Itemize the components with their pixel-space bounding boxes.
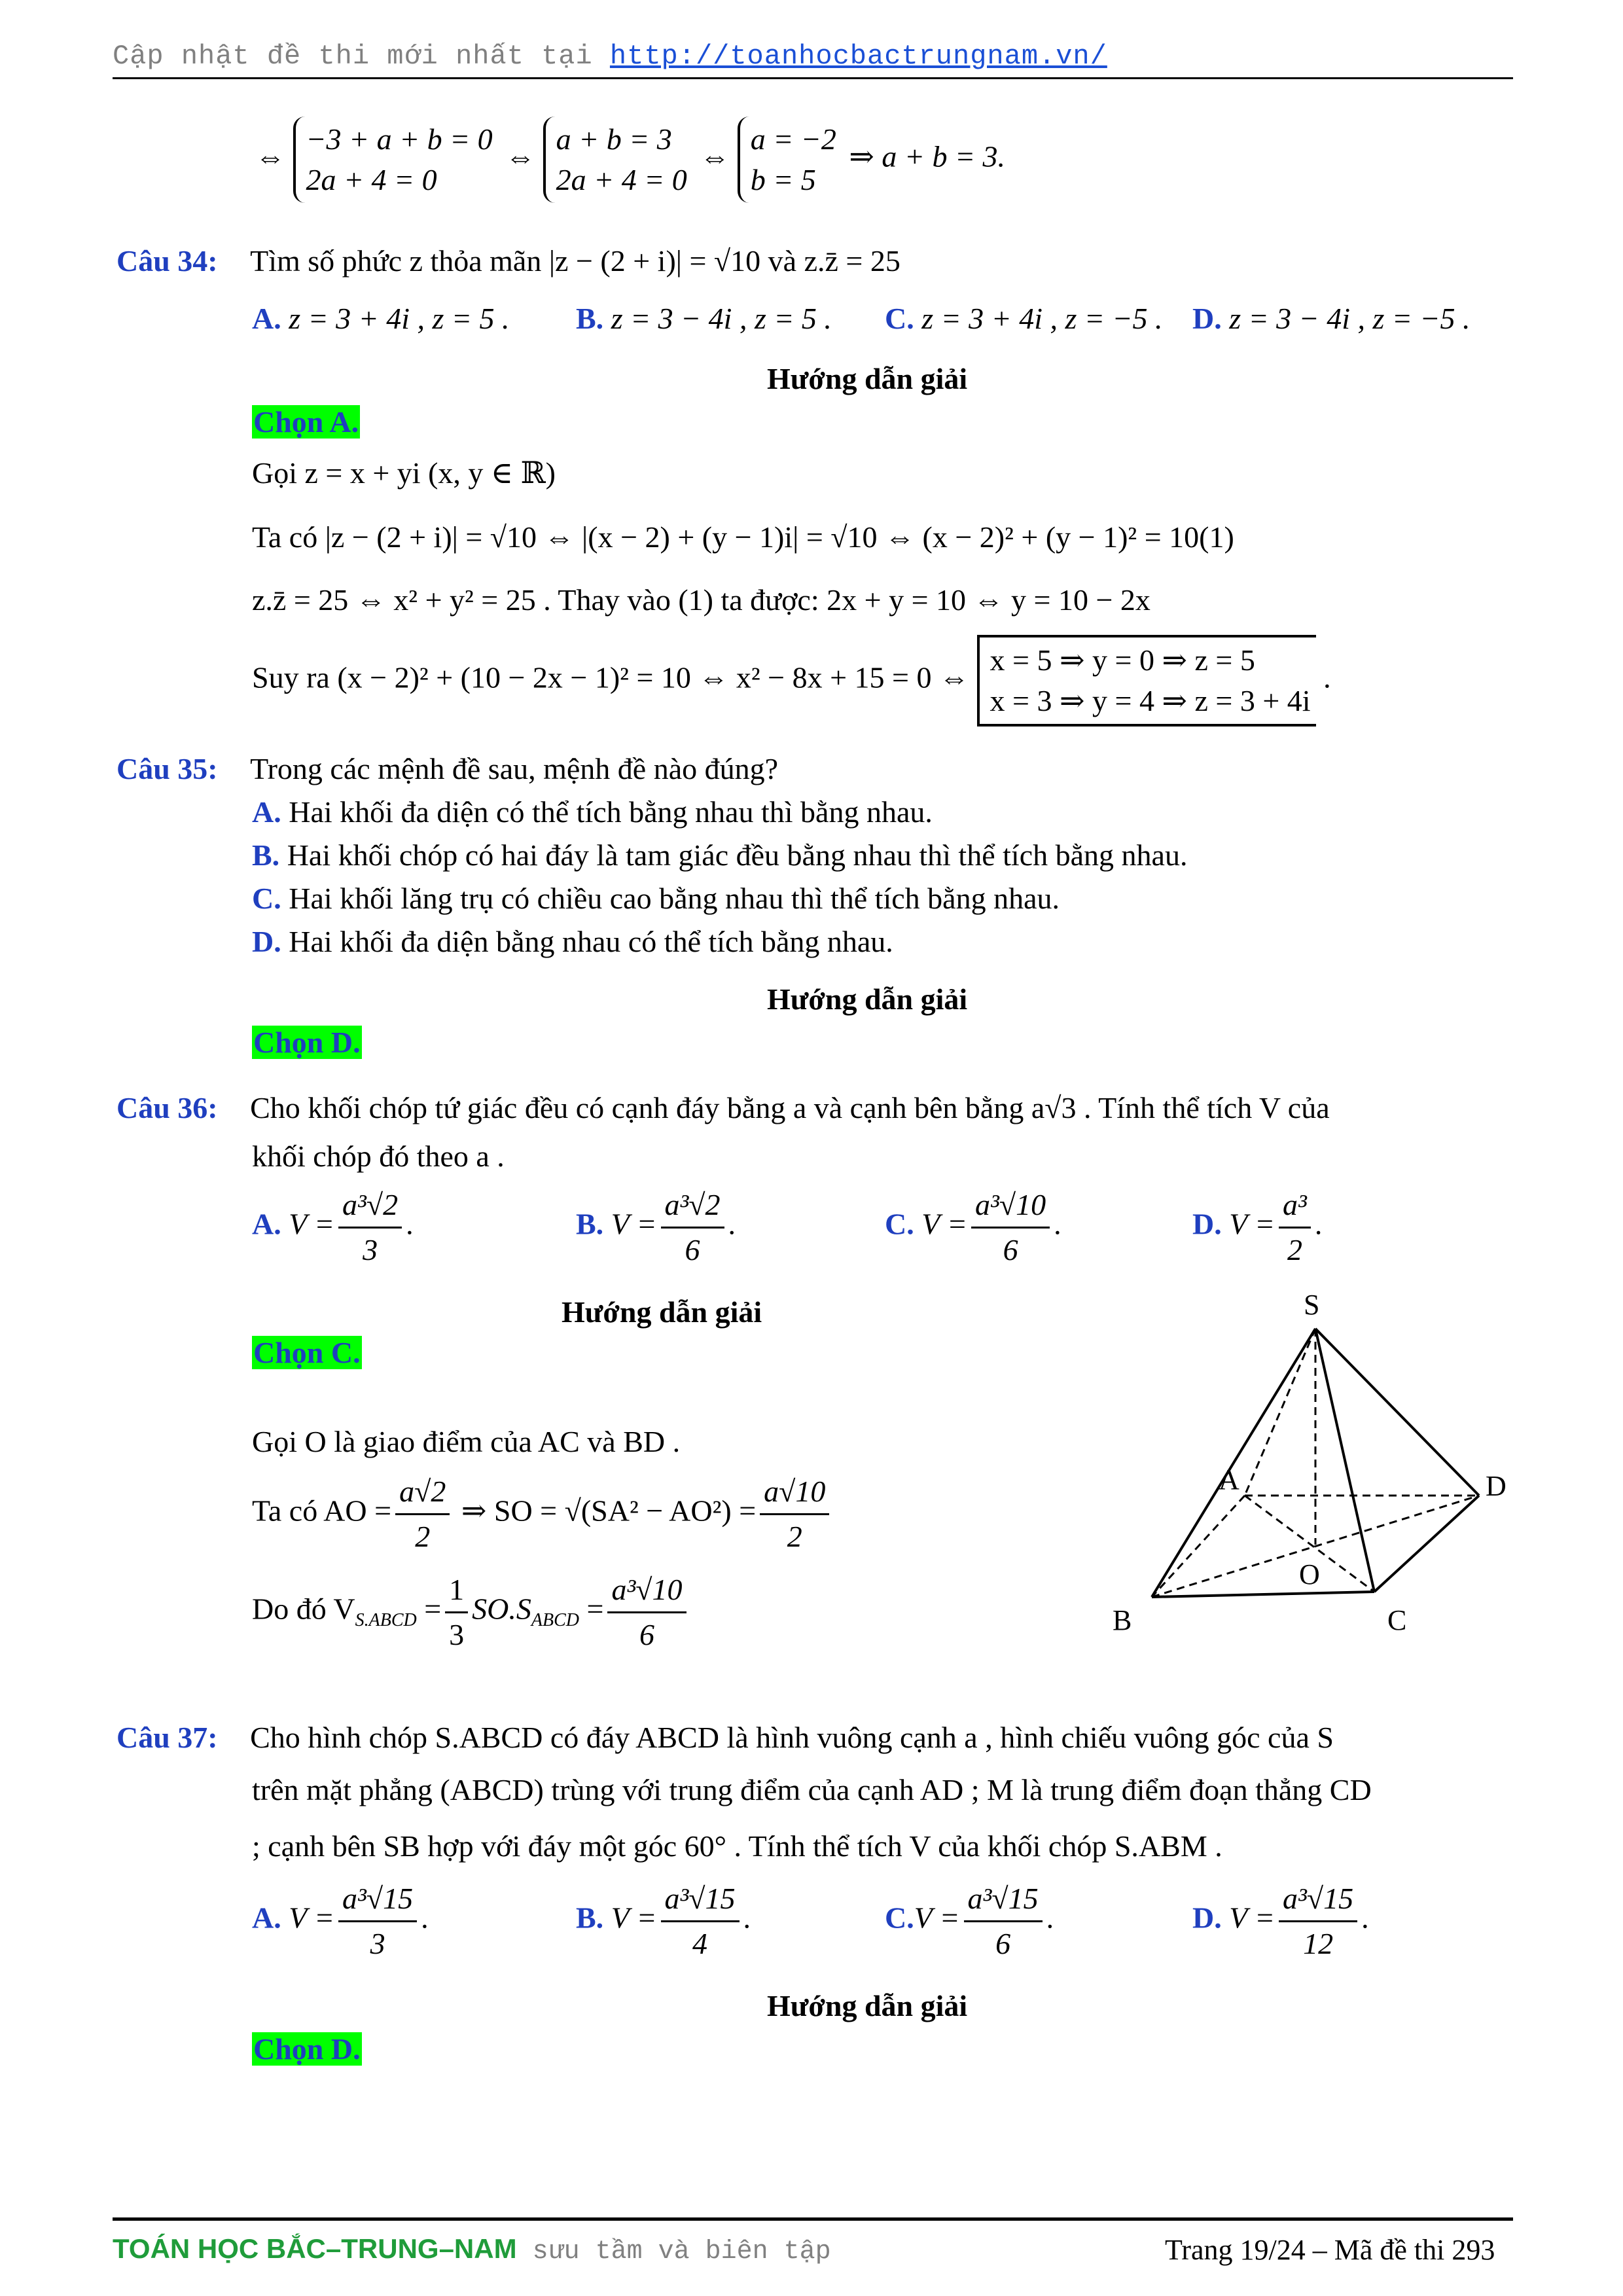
question-label: Câu 34: xyxy=(116,244,218,278)
q35-option-d[interactable]: D. Hai khối đa diện bằng nhau có thể tích bằng nhau. xyxy=(252,925,893,958)
case-bracket: x = 5 ⇒ y = 0 ⇒ z = 5 x = 3 ⇒ y = 4 ⇒ z = 3 + 4i xyxy=(977,635,1316,726)
q34-option-d[interactable]: D. z = 3 − 4i , z = −5 . xyxy=(1192,302,1471,335)
q36-option-d[interactable]: D. V = $\frac{\text{a³}}{2}$ . xyxy=(1192,1186,1322,1268)
q36-option-a[interactable]: A. V = $\frac{\text{a³√2}}{3}$ . xyxy=(252,1186,414,1268)
q36-solution-title: Hướng dẫn giải xyxy=(562,1295,762,1329)
edge-ab xyxy=(1152,1496,1245,1597)
q34-answer: Chọn A. xyxy=(253,405,359,439)
q37-solution-title: Hướng dẫn giải xyxy=(767,1989,968,2022)
q37-text-line-3: ; cạnh bên SB hợp với đáy một góc 60° . Tính thể tích V của khối chóp S.ABM . xyxy=(252,1829,1222,1863)
q34-line-2: Ta có |z − (2 + i)| = √10 ⇔ |(x − 2) + (y − 1)i| = √10 ⇔ (x − 2)² + (y − 1)² = 10(1) xyxy=(252,520,1234,554)
q36-option-b[interactable]: B. V = $\frac{\text{a³√2}}{6}$ . xyxy=(576,1186,736,1268)
edge-sb xyxy=(1152,1329,1315,1597)
edge-sa xyxy=(1245,1329,1315,1496)
q36-line-2: Ta có AO = $\frac{a√2}{2}$ ⇒ SO = √(SA² − AO²) = $\frac{a√10}{2}$ xyxy=(252,1473,833,1555)
header-prefix: Cập nhật đề thi mới nhất tại xyxy=(113,41,610,72)
edge-sc xyxy=(1315,1329,1374,1592)
q34-line-1: Gọi z = x + yi (x, y ∈ ℝ) xyxy=(252,456,556,490)
q34-option-c[interactable]: C. z = 3 + 4i , z = −5 . xyxy=(885,302,1163,335)
system-3: a = −2 b = 5 xyxy=(738,117,842,203)
q34-option-b[interactable]: B. z = 3 − 4i , z = 5 . xyxy=(576,302,832,335)
site-link[interactable]: http://toanhocbactrungnam.vn/ xyxy=(609,41,1107,72)
label-o: O xyxy=(1299,1558,1320,1590)
question-37: Câu 37: Cho hình chóp S.ABCD có đáy ABCD là hình vuông cạnh a , hình chiếu vuông góc của S xyxy=(116,1721,1334,1754)
question-34 xyxy=(116,242,901,280)
q34-option-a[interactable]: A. z = 3 + 4i , z = 5 . xyxy=(252,302,510,335)
q37-option-d[interactable]: D. V = $\frac{\text{a³√15}}{12}$ . xyxy=(1192,1880,1369,1962)
q36-option-c[interactable]: C. V = $\frac{\text{a³√10}}{6}$ . xyxy=(885,1186,1061,1268)
q36-line-1: Gọi O là giao điểm của AC và BD . xyxy=(252,1425,681,1458)
label-b: B xyxy=(1113,1604,1132,1636)
q36-line-3: Do đó $V_{S.ABCD}$ = $\frac{1}{3}$ $SO.S_{ABCD}$ = $\frac{\text{a³√10}}{6}$ xyxy=(252,1571,690,1653)
q35-option-c[interactable]: C. Hai khối lăng trụ có chiều cao bằng nhau thì thể tích bằng nhau. xyxy=(252,882,1060,915)
q35-answer: Chọn D. xyxy=(253,1026,361,1059)
pyramid-figure xyxy=(1099,1283,1518,1636)
q37-answer: Chọn D. xyxy=(253,2032,361,2066)
q37-option-c[interactable]: C.V = $\frac{\text{a³√15}}{6}$ . xyxy=(885,1880,1054,1962)
header-divider xyxy=(113,77,1513,79)
q36-text-line-2: khối chóp đó theo a . xyxy=(252,1139,505,1173)
footer-brand: TOÁN HỌC BẮC–TRUNG–NAM sưu tầm và biên tập xyxy=(113,2233,831,2267)
edge-bc xyxy=(1152,1592,1374,1597)
edge-sd xyxy=(1315,1329,1479,1496)
q34-solution-title: Hướng dẫn giải xyxy=(767,362,968,395)
equation-systems: ⇔ −3 + a + b = 0 2a + 4 = 0 ⇔ a + b = 3 2a + 4 = 0 ⇔ a = −2 b = 5 ⇒ a + b = 3. xyxy=(255,117,1005,203)
footer-page: Trang 19/24 – Mã đề thi 293 xyxy=(1165,2234,1495,2266)
question-36: Câu 36: Cho khối chóp tứ giác đều có cạnh đáy bằng a và cạnh bên bằng a√3 . Tính thể tích V của xyxy=(116,1091,1330,1124)
q36-answer: Chọn C. xyxy=(253,1336,361,1369)
edge-cd xyxy=(1374,1496,1479,1592)
q34-line-3: z.z̄ = 25 ⇔ x² + y² = 25 . Thay vào (1) ta được: 2x + y = 10 ⇔ y = 10 − 2x xyxy=(252,583,1150,617)
page-header xyxy=(113,41,1107,72)
system-1: −3 + a + b = 0 2a + 4 = 0 xyxy=(293,117,498,203)
q35-option-b[interactable]: B. Hai khối chóp có hai đáy là tam giác đều bằng nhau thì thể tích bằng nhau. xyxy=(252,838,1188,872)
q34-line-4: Suy ra (x − 2)² + (10 − 2x − 1)² = 10 ⇔ x² − 8x + 15 = 0 ⇔ x = 5 ⇒ y = 0 ⇒ z = 5 x = 3 ⇒ y = 4 ⇒ z = 3 + 4i . xyxy=(252,635,1331,726)
question-text: Tìm số phức z thỏa mãn |z − (2 + i)| = √10 và z.z̄ = 25 xyxy=(250,244,901,278)
label-a: A xyxy=(1219,1463,1240,1496)
q37-option-b[interactable]: B. V = $\frac{\text{a³√15}}{4}$ . xyxy=(576,1880,751,1962)
label-s: S xyxy=(1304,1289,1320,1321)
label-c: C xyxy=(1387,1604,1407,1636)
q35-option-a[interactable]: A. Hai khối đa diện có thể tích bằng nhau thì bằng nhau. xyxy=(252,795,933,829)
footer-divider xyxy=(113,2217,1513,2221)
label-d: D xyxy=(1486,1470,1507,1502)
q37-option-a[interactable]: A. V = $\frac{\text{a³√15}}{3}$ . xyxy=(252,1880,429,1962)
q37-text-line-2: trên mặt phẳng (ABCD) trùng với trung điểm của cạnh AD ; M là trung điểm đoạn thẳng CD xyxy=(252,1773,1372,1806)
system-2: a + b = 3 2a + 4 = 0 xyxy=(543,117,692,203)
question-35: Câu 35: Trong các mệnh đề sau, mệnh đề nào đúng? xyxy=(116,752,779,785)
q35-solution-title: Hướng dẫn giải xyxy=(767,982,968,1016)
